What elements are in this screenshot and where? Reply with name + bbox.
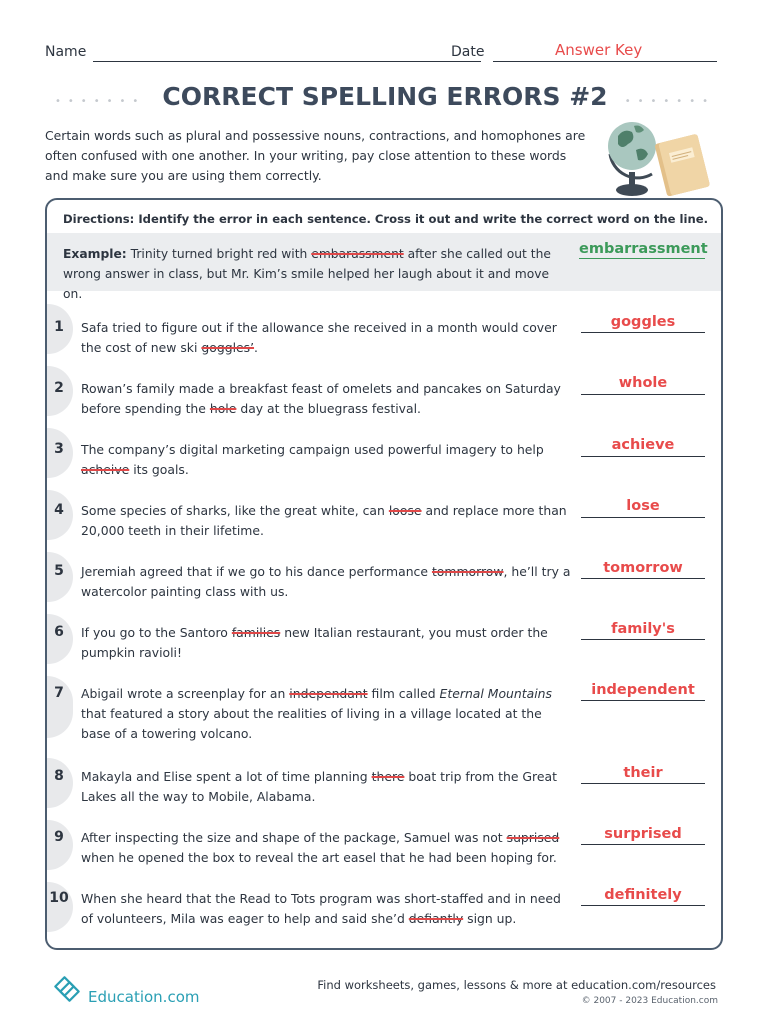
question-sentence (81, 767, 575, 807)
answer-line (581, 844, 705, 845)
directions-text: Directions: Identify the error in each sentence. Cross it out and write the correct word on the line. (63, 212, 708, 226)
sentence-after: boat trip from the Great Lakes all the way to Mobile, Alabama. (81, 769, 557, 804)
sentence-after: day at the bluegrass festival. (240, 401, 421, 416)
question-number: 7 (54, 685, 64, 701)
answer-word: tomorrow (603, 560, 683, 576)
sentence-after: . (254, 340, 258, 355)
answer-line (581, 332, 705, 333)
number-tab (45, 820, 73, 870)
question-sentence (81, 318, 575, 358)
question-sentence (81, 684, 575, 744)
example-after: after she called out the wrong answer in class, but Mr. Kim’s smile helped her laugh about it and move on. (63, 247, 551, 301)
answer-word: family's (611, 621, 675, 637)
sentence-after-2: that featured a story about the realities of living in a village located at the base of a towering volcano. (81, 706, 542, 741)
answer-line (581, 394, 705, 395)
sentence-after: new Italian restaurant, you must order the pumpkin ravioli! (81, 625, 548, 660)
example-sentence (63, 244, 563, 304)
sentence-after: its goals. (133, 462, 189, 477)
question-number: 9 (54, 829, 64, 845)
question-sentence (81, 623, 575, 663)
question-number: 6 (54, 624, 64, 640)
notebook-icon (650, 132, 716, 196)
sentence-before: When she heard that the Read to Tots program was short-staffed and in need of volunteers, Mila was eager to help and said she’d (81, 891, 561, 926)
worksheet-panel (45, 198, 723, 950)
error-word: defiantly (408, 911, 464, 926)
sentence-before: Some species of sharks, like the great white, can (81, 503, 385, 518)
question-number: 2 (54, 380, 64, 396)
sentence-after: film called (371, 686, 436, 701)
example-label: Example: (63, 247, 127, 261)
answer-line (581, 639, 705, 640)
error-word: tommorrow (431, 564, 504, 579)
answer-line (581, 905, 705, 906)
question-sentence (81, 562, 575, 602)
intro-paragraph: Certain words such as plural and possessive nouns, contractions, and homophones are often confused with one another. In your writing, pay close attention to these words and make sure you are using them correctly. (45, 128, 586, 183)
sentence-before: The company’s digital marketing campaign used powerful imagery to help (81, 442, 544, 457)
name-date-row (45, 41, 725, 66)
sentence-after: , he’ll try a watercolor painting class with us. (81, 564, 571, 599)
question-number: 3 (54, 441, 64, 457)
logo-icon (52, 974, 84, 1006)
question-sentence (81, 828, 575, 868)
question-number: 10 (49, 890, 69, 906)
copyright-text: © 2007 - 2023 Education.com (581, 996, 718, 1006)
example-before: Trinity turned bright red with (130, 247, 308, 261)
answer-line (581, 700, 705, 701)
sentence-before: Safa tried to figure out if the allowance she received in a month would cover the cost of new ski (81, 320, 557, 355)
error-word: suprised (506, 830, 560, 845)
answer-word: surprised (604, 826, 682, 842)
question-sentence (81, 440, 575, 480)
question-number: 4 (54, 502, 64, 518)
answer-word: achieve (611, 437, 675, 453)
answer-word: goggles (610, 314, 676, 330)
footer-resources-text: Find worksheets, games, lessons & more at education.com/resources (317, 978, 716, 992)
film-title: Eternal Mountains (439, 686, 552, 701)
example-error-word: embarassment (311, 247, 404, 261)
sentence-before: After inspecting the size and shape of the package, Samuel was not (81, 830, 503, 845)
answer-line (581, 517, 705, 518)
example-box (47, 233, 721, 301)
answer-key-label: Answer Key (555, 41, 643, 59)
sentence-after: sign up. (467, 911, 517, 926)
answer-word: whole (618, 375, 668, 391)
example-answer: embarrassment (579, 241, 708, 257)
error-word: independant (289, 686, 368, 701)
sentence-after: when he opened the box to reveal the art easel that he had been hoping for. (81, 850, 557, 865)
date-label: Date (451, 44, 485, 60)
sentence-before: If you go to the Santoro (81, 625, 228, 640)
education-logo[interactable] (52, 974, 202, 1010)
sentence-before: Jeremiah agreed that if we go to his dance performance (81, 564, 428, 579)
answer-word: independent (591, 682, 695, 698)
question-number: 1 (54, 319, 64, 335)
error-word: acheive (81, 462, 130, 477)
question-sentence (81, 501, 575, 541)
sentence-before: Makayla and Elise spent a lot of time planning (81, 769, 368, 784)
question-number: 8 (54, 768, 64, 784)
question-sentence (81, 889, 575, 929)
date-line (493, 61, 717, 62)
answer-word: definitely (604, 887, 682, 903)
sentence-before: Rowan’s family made a breakfast feast of omelets and pancakes on Saturday before spending the (81, 381, 561, 416)
name-line (93, 61, 481, 62)
answer-word: lose (626, 498, 660, 514)
sentence-after: and replace more than 20,000 teeth in their lifetime. (81, 503, 567, 538)
error-word: loose (388, 503, 422, 518)
decorative-dots-left: ••••••• (55, 96, 146, 107)
answer-word: their (623, 765, 663, 781)
name-label: Name (45, 44, 87, 60)
sentence-before: Abigail wrote a screenplay for an (81, 686, 286, 701)
page-title: CORRECT SPELLING ERRORS #2 (162, 82, 608, 111)
error-word: hole (209, 401, 237, 416)
decorative-dots-right: ••••••• (624, 96, 715, 107)
question-sentence (81, 379, 575, 419)
answer-line (581, 456, 705, 457)
error-word: families (231, 625, 281, 640)
error-word: there (371, 769, 405, 784)
answer-line (581, 578, 705, 579)
error-word: goggles’ (201, 340, 255, 355)
answer-line (581, 783, 705, 784)
logo-text: Education.com (88, 988, 200, 1006)
question-number: 5 (54, 563, 64, 579)
